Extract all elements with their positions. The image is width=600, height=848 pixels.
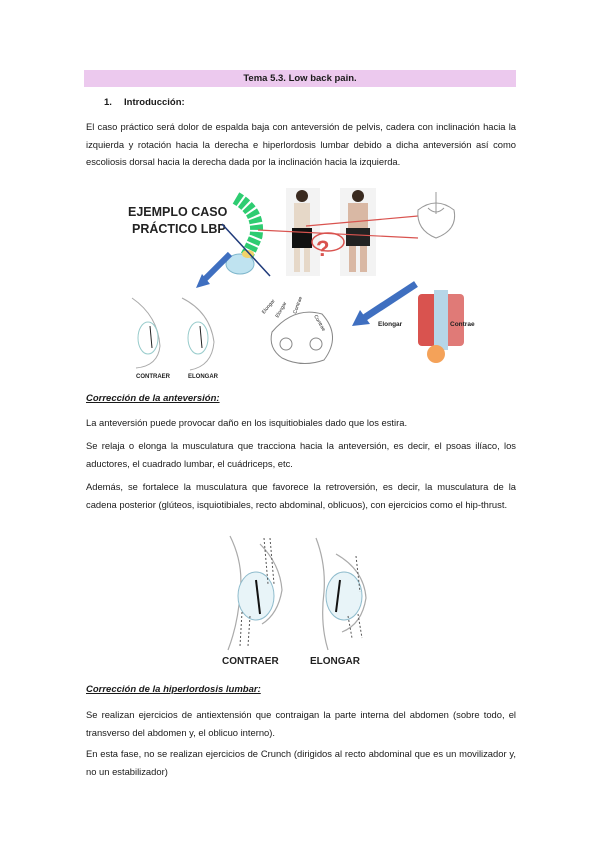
figure1-label-contrae-right: Contrae — [450, 321, 475, 328]
subheading-correccion-hiperlordosis: Corrección de la hiperlordosis lumbar: — [86, 684, 261, 695]
figure1-label-elongar: ELONGAR — [188, 374, 218, 380]
figure1-label-elongar-right: Elongar — [378, 321, 403, 328]
intro-paragraph: El caso práctico será dolor de espalda baja con anteversión de pelvis, cadera con inclinación hacia la izquierda y rotación hacia la derecha e hiperlordosis lumbar debido a dicha anteversión así como escoliosis dorsal hacia la derecha dada por la inclinación hacia la izquierda. — [86, 121, 516, 167]
figure2-label-contraer: CONTRAER — [222, 656, 279, 667]
svg-text:?: ? — [316, 236, 330, 261]
hiperlordosis-paragraph-2: En esta fase, no se realizan ejercicios de Crunch (dirigidos al recto abdominal que es un movilizador y, no un estabilizador) — [86, 748, 516, 777]
figure2-label-elongar: ELONGAR — [310, 656, 360, 667]
pelvis-label-1: Elongar — [260, 298, 277, 316]
section-heading-introduccion — [104, 97, 185, 108]
pelvis-label-4: Contrae — [312, 314, 327, 333]
hip-joint-right — [326, 572, 362, 620]
anteversion-paragraph-1: La anteversión puede provocar daño en los isquitiobiales dado que los estira. — [86, 417, 408, 428]
pelvis-label-3: Contrae — [292, 295, 304, 315]
hip-diagram-left — [132, 298, 214, 370]
section-heading-text: Introducción: — [124, 97, 185, 108]
person-photo-2 — [340, 188, 376, 276]
spine-illustration — [222, 198, 270, 276]
figure-hip-contraer-elongar — [216, 534, 382, 668]
figure1-label-contraer: CONTRAER — [136, 374, 170, 380]
subheading-correccion-anteversion: Corrección de la anteversión: — [86, 393, 220, 404]
hip-joint-left — [238, 572, 274, 620]
page-title: Tema 5.3. Low back pain. — [84, 70, 516, 87]
figure-lbp-case-example — [118, 186, 480, 386]
pelvis-label-2: Elongar — [274, 301, 289, 319]
anteversion-paragraph-3: Además, se fortalece la musculatura que favorece la retroversión, es decir, la musculatura de la cadena posterior (glúteos, isquiotibiales, recto abdominal, oblicuos), con ejercicios como el hip-thrust. — [86, 481, 516, 510]
figure-heading-line2: PRÁCTICO LBP — [132, 222, 226, 236]
figure-heading-line1: EJEMPLO CASO — [128, 205, 228, 219]
section-number: 1. — [104, 97, 112, 108]
anteversion-paragraph-2: Se relaja o elonga la musculatura que tracciona hacia la anteversión, es decir, el psoas ilíaco, los aductores, el cuadrado lumbar, el cuádriceps, etc. — [86, 440, 516, 469]
pelvis-illustration-center — [271, 312, 332, 363]
hiperlordosis-paragraph-1: Se realizan ejercicios de antiextensión que contraigan la parte interna del abdomen (sobre todo, el transverso del abdomen y, el oblicuo interno). — [86, 709, 516, 738]
pelvis-illustration-top — [418, 192, 455, 238]
